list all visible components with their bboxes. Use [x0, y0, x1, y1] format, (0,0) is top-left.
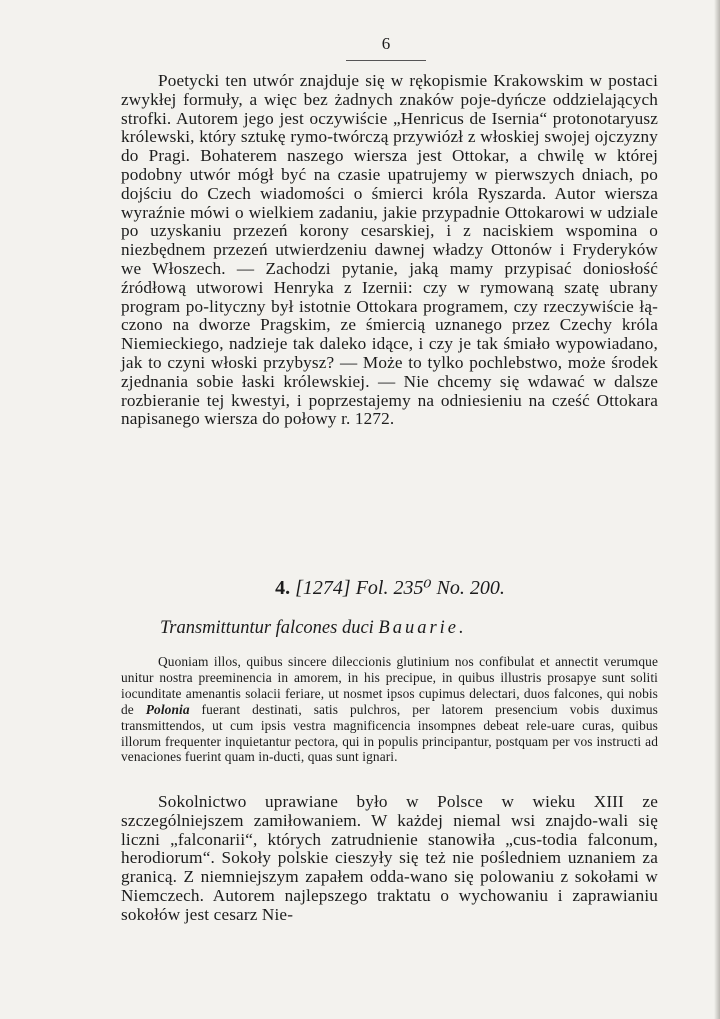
document-title-prefix: Transmittuntur falcones duci [160, 618, 379, 638]
document-heading [0, 575, 720, 600]
document-title [160, 618, 660, 639]
paragraph-falconry: Sokolnictwo uprawiane było w Polsce w wieku XIII ze szczególniejszem zamiłowaniem. W każdej niemal wsi znajdo-wali się liczni „falconarii“, których zatrudnienie stanowiła „cus-todia falconum, herodiorum“. Sokoły polskie cieszyły się też nie pośledniem uznaniem za granicą. Z niemniejszym zapałem odda-wano się polowaniu z sokołami w Niemczech. Autorem najlepszego traktatu o wychowaniu i zaprawianiu sokołów jest cesarz Nie- [121, 792, 658, 924]
page-number-rule [346, 60, 426, 61]
latin-letter-text [121, 654, 658, 765]
page-edge-shadow [714, 0, 720, 1019]
page-number: 6 [381, 34, 391, 53]
latin-text-emphasis: Polonia [145, 701, 190, 717]
paragraph-poem-commentary: Poetycki ten utwór znajduje się w rękopismie Krakowskim w postaci zwykłej formuły, a więc bez żadnych znaków poje-dyńcze oddzielających strofki. Autorem jego jest oczywiście „Henricus de Isernia“ protonotaryusz królewski, który sztukę rymo-twórczą przywiózł z włoskiej swojej ojczyzny do Pragi. Bohaterem naszego wiersza jest Ottokar, a chwilę w której podobny utwór mógł być na czasie upatrujemy w pierwszych dniach, po dojściu do Czech wiadomości o śmierci króla Ryszarda. Autor wiersza wyraźnie mówi o wielkiem zadaniu, jakie przypadnie Ottokarowi w udziale po uzyskaniu przezeń korony cesarskiej, i z naciskiem wspomina o niezbędnem przezeń utwierdzeniu dawnej władzy Ottonów i Fryderyków we Włoszech. — Zachodzi pytanie, jaką mamy przypisać doniosłość źródłową utworowi Henryka z Izernii: czy w rymowaną szatę ubrany program po-lityczny był istotnie Ottokara programem, czy rzeczywiście łą-czono na dworze Pragskim, ze śmiercią uznanego przez Czechy króla Niemieckiego, nadzieje tak daleko idące, i czy je tak śmiało wypowiadano, jak to czyni włoski przybysz? — Może to tylko pochlebstwo, może środek zjednania sobie łaski królewskiej. — Nie chcemy się wdawać w dalsze rozbieranie tej kwestyi, i poprzestajemy na odniesieniu na cześć Ottokara napisanego wiersza do połowy r. 1272. [121, 71, 658, 429]
latin-text-end: fuerant destinati, satis pulchros, per latorem presencium vobis duximus transmittendos, ut cum ipsis vestra magnificencia insompnes debeat rele-uare curas, quibus illorum frequenter inquietantur pectora, qui in populis principantur, postquam per vos instructi ad venaciones fuerint quam in-ducti, quas sunt ignari. [121, 701, 658, 765]
document-number: 4. [275, 577, 291, 599]
document-reference: [1274] Fol. 235⁰ No. 200. [295, 577, 505, 599]
document-title-spaced: Bauarie. [378, 618, 467, 638]
latin-text-start: Quoniam illos, quibus sincere dileccionis glutinium nos confibulat et annectit verumque unitur nostra preeminencia in amorem, in his precipue, in quibus illustris prosapye sunt soliti iocunditate amenantis solacii feriare, ut nosmet ipsos cupimus delectari, duos falcones, qui nobis de [121, 654, 658, 717]
